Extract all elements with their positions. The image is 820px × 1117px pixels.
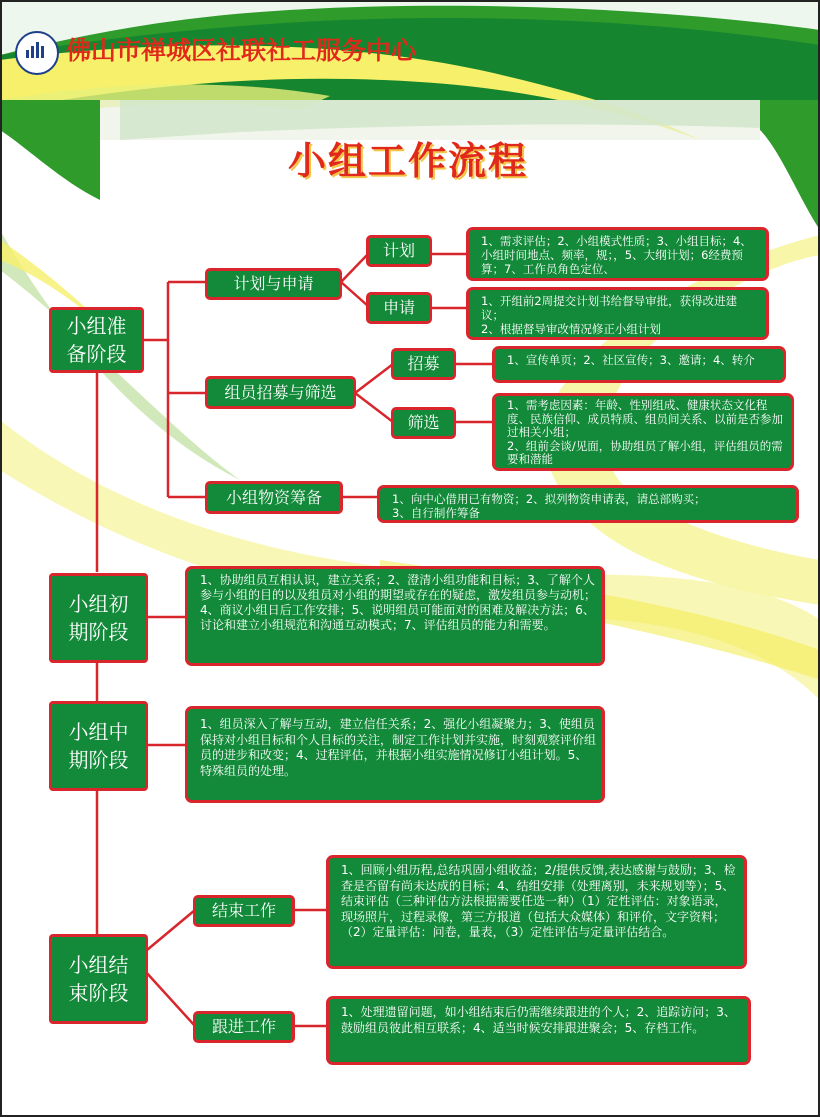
detail-materials: 1、向中心借用已有物资；2、拟列物资申请表，请总部购买； 3、自行制作筹备 (377, 485, 799, 523)
step-plan-and-apply (205, 268, 342, 300)
detail-screen: 1、需考虑因素：年龄、性别组成、健康状态文化程度、民族信仰、成员特质、组员间关系、以前是否参加过相关小组； 2、组前会谈/见面，协助组员了解小组，评估组员的需要和潜能 (492, 393, 794, 471)
item-apply (366, 292, 432, 324)
stage-preparation (49, 307, 144, 373)
detail-apply: 1、开组前2周提交计划书给督导审批，获得改进建议； 2、根据督导审改情况修正小组计划 (466, 287, 769, 340)
step-closing (193, 895, 295, 927)
step-label: 组员招募与筛选 (224, 382, 337, 402)
stage-early (49, 573, 148, 663)
item-label: 筛选 (407, 413, 440, 432)
item-label: 招募 (407, 354, 440, 373)
stage-label: 小组准备阶段 (66, 314, 127, 366)
detail-middle: 1、组员深入了解与互动，建立信任关系；2、强化小组凝聚力；3、使组员保持对小组目标和个人目标的关注，制定工作计划并实施，时刻观察评价组员的进步和改变；4、过程评估，并根据小组实施情况修订小组计划。5、特殊组员的处理。 (185, 706, 605, 803)
step-materials (205, 481, 343, 514)
detail-follow-up: 1、处理遗留问题，如小组结束后仍需继续跟进的个人；2、追踪访问；3、鼓励组员彼此相互联系；4、适当时候安排跟进聚会；5、存档工作。 (326, 996, 751, 1065)
detail-plan: 1、需求评估；2、小组模式性质；3、小组目标；4、小组时间地点、频率，规；，5、大纲计划；6经费预算；7、工作员角色定位、 (466, 227, 769, 281)
step-recruit-and-screen (205, 376, 356, 409)
stage-middle (49, 701, 148, 791)
page-title: 小组工作流程 (287, 138, 528, 183)
item-recruit (391, 348, 456, 380)
detail-recruit: 1、宣传单页；2、社区宣传；3、邀请；4、转介 (492, 346, 786, 383)
stage-label: 小组中期阶段 (68, 720, 129, 772)
organization-name: 佛山市禅城区社联社工服务中心 (66, 36, 417, 65)
step-label: 结束工作 (211, 901, 276, 920)
step-follow-up (193, 1011, 295, 1043)
stage-label: 小组初期阶段 (68, 592, 129, 644)
step-label: 跟进工作 (211, 1017, 276, 1036)
item-plan (366, 235, 432, 267)
item-screen (391, 407, 456, 439)
step-label: 小组物资筹备 (225, 487, 322, 507)
detail-early: 1、协助组员互相认识，建立关系；2、澄清小组功能和目标；3、了解个人参与小组的目的以及组员对小组的期望或存在的疑虑，激发组员参与动机；4、商议小组日后工作安排；5、说明组员可能面对的困难及解决方法；6、讨论和建立小组规范和沟通互动模式；7、评估组员的能力和需要。 (185, 566, 605, 666)
stage-label: 小组结束阶段 (68, 953, 129, 1005)
item-label: 申请 (382, 298, 415, 317)
step-label: 计划与申请 (233, 274, 314, 293)
item-label: 计划 (382, 241, 415, 260)
stage-end (49, 934, 148, 1024)
detail-closing: 1、回顾小组历程,总结巩固小组收益；2/提供反馈,表达感谢与鼓励；3、检查是否留有尚未达成的目标；4、结组安排（处理离别，未来规划等）；5、结束评估（三种评估方法根据需要任选一种）（1）定性评估：对象语录，现场照片，过程录像，第三方报道（包括大众媒体）和评价，文字资料；（2）定量评估：问卷，量表，（3）定性评估与定量评估结合。 (326, 855, 747, 969)
